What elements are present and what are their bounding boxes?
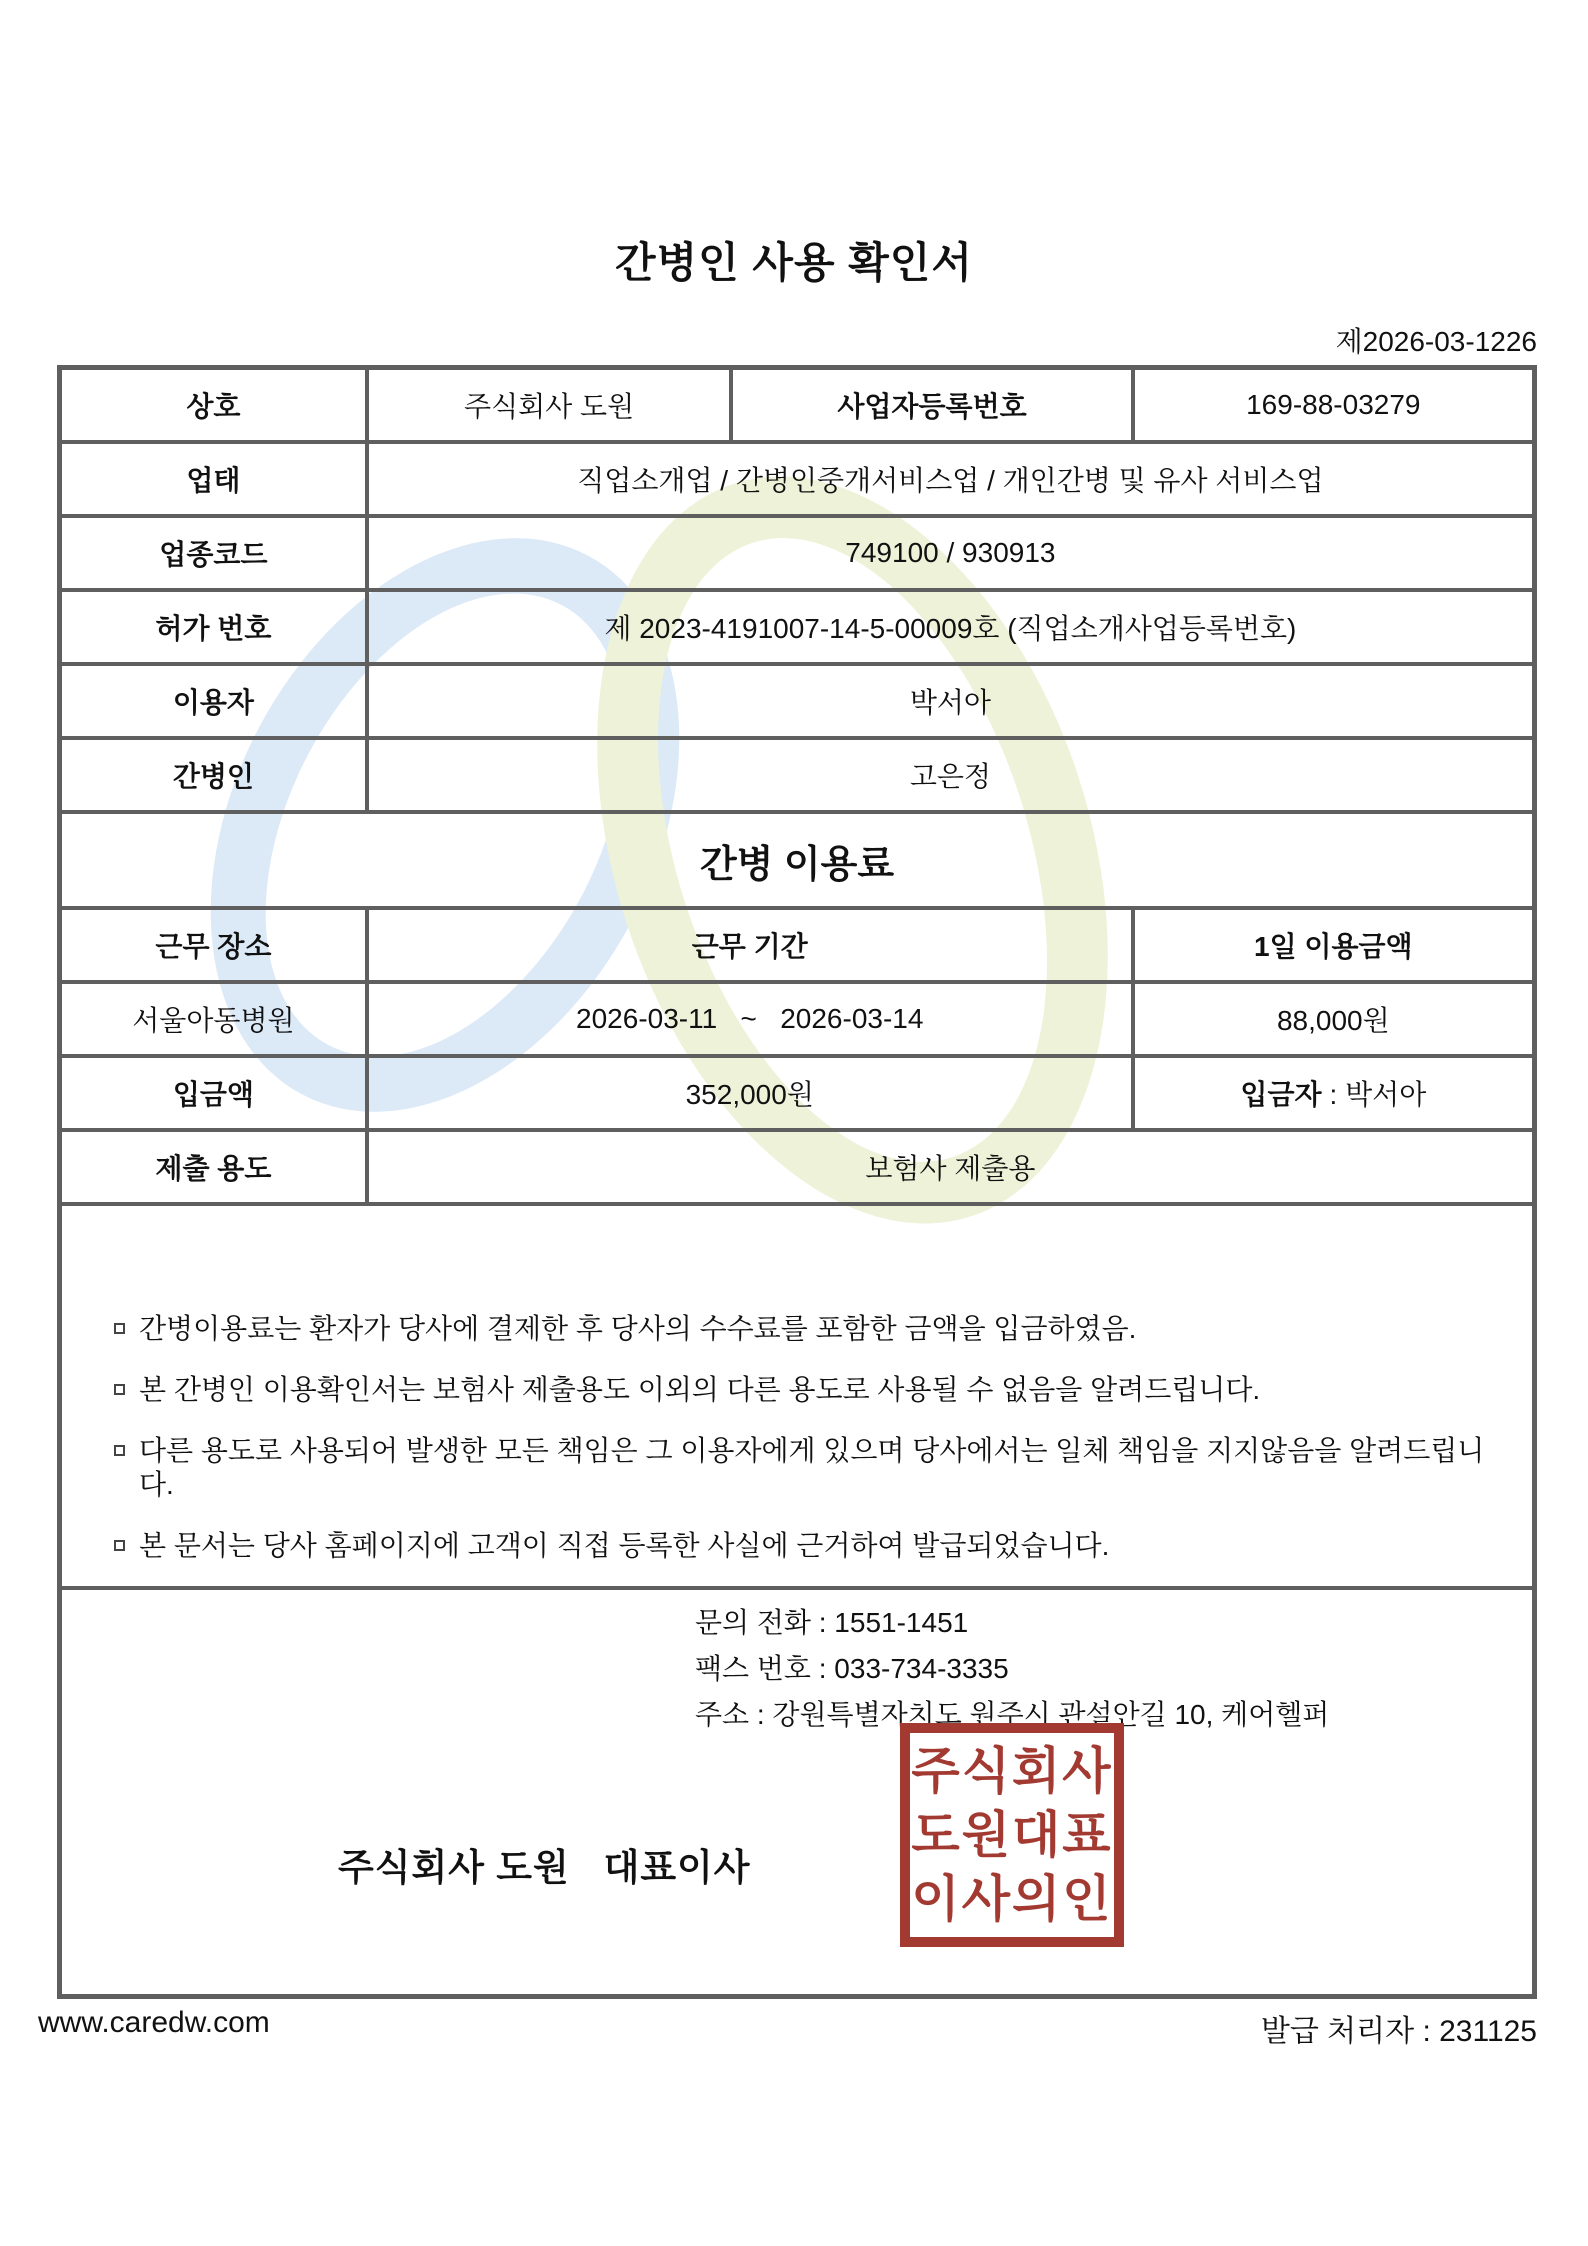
fee-section-header-row (62, 810, 1532, 906)
company-name-value: 주식회사 도원 (365, 370, 730, 440)
table-row (62, 514, 1532, 588)
table-row (62, 588, 1532, 662)
depositor-name: : 박서아 (1329, 1079, 1427, 1110)
note-item (114, 1434, 1492, 1502)
company-name-label: 상호 (186, 391, 241, 422)
industry-code-value: 749100 / 930913 (365, 518, 1532, 588)
business-type-value: 직업소개업 / 간병인중개서비스업 / 개인간병 및 유사 서비스업 (365, 444, 1532, 514)
note-item (114, 1373, 1492, 1407)
stamp-text-line: 주식회사 (911, 1743, 1113, 1799)
license-no-label: 허가 번호 (155, 613, 272, 644)
fax-line: 팩스 번호 : 033-734-3335 (695, 1653, 1009, 1684)
note-item (114, 1312, 1492, 1346)
purpose-row (62, 1128, 1532, 1202)
user-label: 이용자 (172, 687, 254, 718)
note-text: 본 간병인 이용확인서는 보험사 제출용도 이외의 다른 용도로 사용될 수 없음을 알려드립니다. (139, 1374, 1261, 1405)
industry-code-label: 업종코드 (159, 539, 268, 570)
fee-header-row (62, 906, 1532, 980)
submission-purpose-value: 보험사 제출용 (365, 1132, 1532, 1202)
notes-cell (62, 1206, 1532, 1586)
stamp-text-line: 이사의인 (911, 1871, 1113, 1927)
daily-fee-value: 88,000원 (1131, 984, 1532, 1054)
depositor-label: 입금자 (1240, 1079, 1322, 1110)
issue-handler: 발급 처리자 : 231125 (1260, 2015, 1537, 2048)
document-number: 제2026-03-1226 (1335, 326, 1537, 357)
business-reg-no-value: 169-88-03279 (1131, 370, 1532, 440)
square-bullet-icon (114, 1384, 125, 1395)
notes-row (62, 1202, 1532, 1586)
note-item (114, 1529, 1492, 1563)
company-signature: 주식회사 도원 대표이사 (338, 1847, 751, 1888)
note-text: 간병이용료는 환자가 당사에 결제한 후 당사의 수수료를 포함한 금액을 입금하였음. (139, 1313, 1137, 1344)
table-row (62, 662, 1532, 736)
deposit-amount-label: 입금액 (172, 1079, 254, 1110)
caregiver-value: 고은정 (365, 740, 1532, 810)
table-row (62, 440, 1532, 514)
depositor-cell (1131, 1058, 1532, 1128)
work-place-value: 서울아동병원 (132, 1005, 295, 1036)
table-row (62, 370, 1532, 440)
issuer-cell (62, 1590, 1532, 1994)
work-period-header: 근무 기간 (365, 910, 1131, 980)
user-value: 박서아 (365, 666, 1532, 736)
page-title: 간병인 사용 확인서 (615, 239, 973, 286)
square-bullet-icon (114, 1323, 125, 1334)
submission-purpose-label: 제출 용도 (155, 1153, 272, 1184)
license-no-value: 제 2023-4191007-14-5-00009호 (직업소개사업등록번호) (365, 592, 1532, 662)
work-period-value: 2026-03-11 ~ 2026-03-14 (365, 984, 1131, 1054)
square-bullet-icon (114, 1445, 125, 1456)
business-reg-no-label: 사업자등록번호 (729, 370, 1130, 440)
daily-fee-header: 1일 이용금액 (1131, 910, 1532, 980)
table-row (62, 736, 1532, 810)
note-text: 다른 용도로 사용되어 발생한 모든 책임은 그 이용자에게 있으며 당사에서는 일체 책임을 지지않음을 알려드립니다. (139, 1435, 1485, 1500)
contact-block (695, 1600, 1329, 1738)
fee-section-title: 간병 이용료 (699, 843, 895, 886)
caregiver-label: 간병인 (172, 761, 254, 792)
address-line: 주소 : 강원특별자치도 원주시 관설안길 10, 케어헬퍼 (695, 1699, 1330, 1730)
work-place-header: 근무 장소 (155, 931, 272, 962)
note-text: 본 문서는 당사 홈페이지에 고객이 직접 등록한 사실에 근거하여 발급되었습니다. (139, 1530, 1110, 1561)
fee-value-row (62, 980, 1532, 1054)
phone-line: 문의 전화 : 1551-1451 (695, 1607, 969, 1638)
square-bullet-icon (114, 1540, 125, 1551)
deposit-row (62, 1054, 1532, 1128)
stamp-text-line: 도원대표 (911, 1807, 1113, 1863)
business-type-label: 업태 (186, 465, 241, 496)
issuer-row (62, 1586, 1532, 1994)
confirmation-table (57, 365, 1537, 1999)
deposit-amount-value: 352,000원 (365, 1058, 1131, 1128)
corporate-seal-stamp (900, 1723, 1124, 1947)
website-url: www.caredw.com (38, 2006, 270, 2039)
